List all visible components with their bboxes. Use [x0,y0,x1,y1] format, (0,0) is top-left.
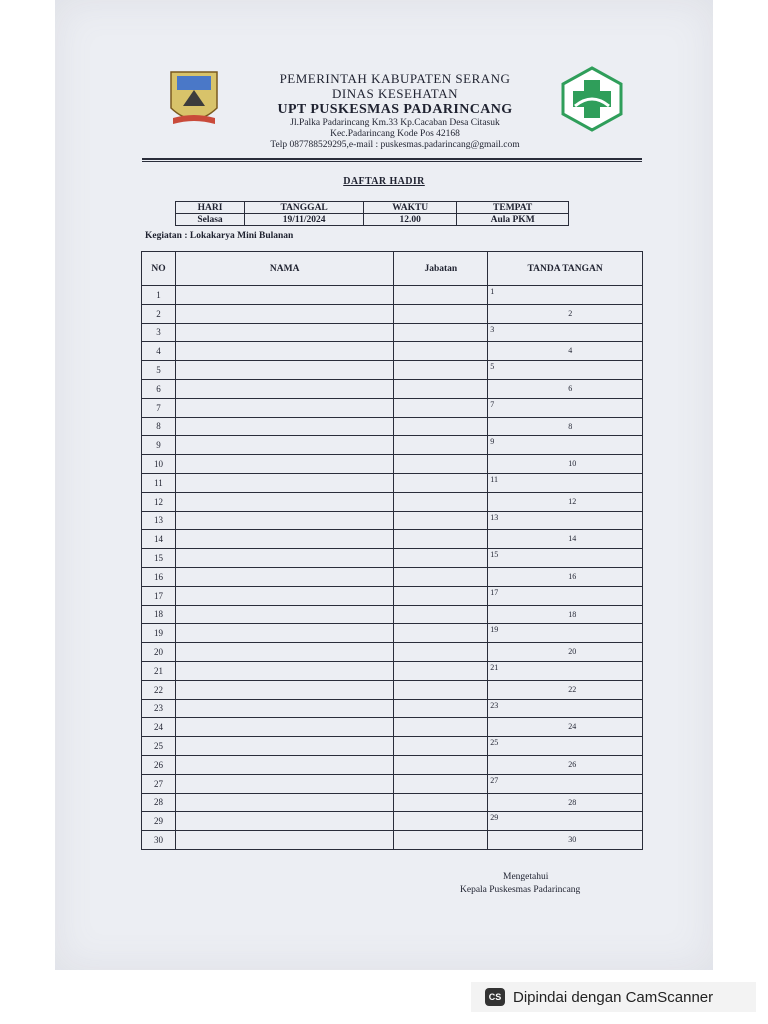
table-row [142,793,643,812]
row-number: 16 [142,567,176,586]
row-number: 29 [142,812,176,831]
signature-slot-number: 9 [490,437,495,447]
scanned-document-page [55,0,713,970]
signature-slot-number: 24 [568,722,577,732]
signature-slot-number: 7 [490,399,495,409]
row-number: 24 [142,718,176,737]
signature-cell [488,661,643,680]
table-row [142,549,643,568]
row-number: 19 [142,624,176,643]
position-cell [394,323,488,342]
document-title: DAFTAR HADIR [343,176,425,187]
attendance-table [141,251,643,850]
institution-name: UPT PUSKESMAS PADARINCANG [277,101,513,117]
contact-line: Telp 087788529295,e-mail : puskesmas.padarincang@gmail.com [270,139,520,150]
position-cell [394,379,488,398]
signature-slot-number: 13 [490,512,499,522]
row-number: 8 [142,417,176,436]
signature-slot-number: 27 [490,775,499,785]
name-cell [175,323,394,342]
table-row [142,323,643,342]
signature-slot-number: 3 [490,324,495,334]
signature-cell [488,643,643,662]
row-number: 7 [142,398,176,417]
signature-slot-number: 2 [568,308,573,318]
name-cell [175,624,394,643]
signature-cell [488,304,643,323]
position-cell [394,831,488,850]
position-cell [394,567,488,586]
row-number: 20 [142,643,176,662]
table-row [142,342,643,361]
header-day: HARI [176,202,245,214]
row-number: 4 [142,342,176,361]
letterhead-text [235,72,555,151]
row-number: 6 [142,379,176,398]
name-cell [175,455,394,474]
letterhead-divider [142,158,642,162]
signature-cell [488,812,643,831]
signature-cell [488,323,643,342]
signature-slot-number: 23 [490,700,499,710]
name-cell [175,586,394,605]
attendance-header-row [142,252,643,286]
name-cell [175,567,394,586]
table-row [142,605,643,624]
table-row [142,661,643,680]
signature-cell [488,680,643,699]
signature-cell [488,737,643,756]
name-cell [175,643,394,662]
position-cell [394,586,488,605]
header-time: WAKTU [364,202,457,214]
row-number: 13 [142,511,176,530]
table-row [142,436,643,455]
name-cell [175,473,394,492]
event-info-table [175,201,569,226]
table-row [142,643,643,662]
table-row [142,831,643,850]
table-row [142,755,643,774]
acknowledged-label: Mengetahui [503,872,549,882]
signature-slot-number: 4 [568,346,573,356]
head-position: Kepala Puskesmas Padarincang [460,885,581,895]
row-number: 22 [142,680,176,699]
position-cell [394,774,488,793]
signature-slot-number: 18 [568,609,577,619]
camscanner-badge [471,982,756,1012]
name-cell [175,530,394,549]
government-name: PEMERINTAH KABUPATEN SERANG [279,71,511,86]
row-number: 25 [142,737,176,756]
table-row [142,718,643,737]
position-cell [394,304,488,323]
name-cell [175,492,394,511]
row-number: 10 [142,455,176,474]
signature-cell [488,361,643,380]
position-cell [394,755,488,774]
signature-slot-number: 26 [568,759,577,769]
position-cell [394,511,488,530]
signature-slot-number: 14 [568,534,577,544]
name-cell [175,379,394,398]
table-row [142,304,643,323]
event-info-value-row [176,214,569,226]
signature-slot-number: 16 [568,571,577,581]
name-cell [175,774,394,793]
row-number: 27 [142,774,176,793]
attendance-rows [142,286,643,850]
value-place: Aula PKM [457,214,569,226]
table-row [142,492,643,511]
position-cell [394,342,488,361]
signature-slot-number: 10 [568,459,577,469]
table-row [142,624,643,643]
position-cell [394,361,488,380]
signature-cell [488,586,643,605]
position-cell [394,661,488,680]
name-cell [175,286,394,305]
name-cell [175,342,394,361]
col-header-name: NAMA [175,252,394,286]
name-cell [175,831,394,850]
signature-cell [488,567,643,586]
name-cell [175,398,394,417]
position-cell [394,680,488,699]
name-cell [175,661,394,680]
position-cell [394,492,488,511]
name-cell [175,417,394,436]
signature-slot-number: 29 [490,813,499,823]
signature-slot-number: 11 [490,474,498,484]
row-number: 21 [142,661,176,680]
row-number: 30 [142,831,176,850]
table-row [142,699,643,718]
signature-cell [488,831,643,850]
row-number: 5 [142,361,176,380]
signature-slot-number: 6 [568,383,573,393]
table-row [142,361,643,380]
table-row [142,417,643,436]
position-cell [394,549,488,568]
col-header-no: NO [142,252,176,286]
row-number: 28 [142,793,176,812]
signature-slot-number: 17 [490,587,499,597]
signature-cell [488,624,643,643]
name-cell [175,793,394,812]
row-number: 12 [142,492,176,511]
row-number: 23 [142,699,176,718]
address-line-1: Jl.Palka Padarincang Km.33 Kp.Cacaban Desa Citasuk [290,117,500,128]
position-cell [394,699,488,718]
signature-cell [488,473,643,492]
name-cell [175,680,394,699]
signature-slot-number: 20 [568,647,577,657]
signature-slot-number: 25 [490,738,499,748]
table-row [142,398,643,417]
table-row [142,737,643,756]
position-cell [394,812,488,831]
value-day: Selasa [176,214,245,226]
name-cell [175,737,394,756]
position-cell [394,473,488,492]
name-cell [175,812,394,831]
row-number: 18 [142,605,176,624]
signature-slot-number: 30 [568,835,577,845]
signature-cell [488,436,643,455]
camscanner-logo-icon: CS [485,988,505,1006]
table-row [142,286,643,305]
address-line-2: Kec.Padarincang Kode Pos 42168 [330,128,460,139]
row-number: 11 [142,473,176,492]
name-cell [175,755,394,774]
row-number: 14 [142,530,176,549]
department-name: DINAS KESEHATAN [332,85,458,101]
position-cell [394,737,488,756]
value-date: 19/11/2024 [245,214,364,226]
signature-cell [488,755,643,774]
name-cell [175,511,394,530]
name-cell [175,605,394,624]
name-cell [175,718,394,737]
table-row [142,567,643,586]
signature-cell [488,398,643,417]
signature-slot-number: 15 [490,550,499,560]
position-cell [394,718,488,737]
position-cell [394,793,488,812]
signature-cell [488,286,643,305]
signature-slot-number: 5 [490,362,495,372]
table-row [142,473,643,492]
table-row [142,530,643,549]
signature-slot-number: 28 [568,797,577,807]
signature-cell [488,699,643,718]
signature-slot-number: 12 [568,496,577,506]
signature-cell [488,455,643,474]
row-number: 2 [142,304,176,323]
header-place: TEMPAT [457,202,569,214]
regency-crest-icon [165,68,223,130]
signature-slot-number: 19 [490,625,499,635]
row-number: 9 [142,436,176,455]
table-row [142,379,643,398]
position-cell [394,624,488,643]
activity-label: Kegiatan : Lokakarya Mini Bulanan [145,231,294,241]
position-cell [394,417,488,436]
table-row [142,680,643,699]
col-header-signature: TANDA TANGAN [488,252,643,286]
signature-cell [488,379,643,398]
row-number: 15 [142,549,176,568]
signature-cell [488,492,643,511]
position-cell [394,436,488,455]
signature-cell [488,793,643,812]
name-cell [175,361,394,380]
position-cell [394,286,488,305]
signature-slot-number: 22 [568,684,577,694]
row-number: 26 [142,755,176,774]
puskesmas-emblem-icon [559,66,625,132]
name-cell [175,699,394,718]
signature-cell [488,718,643,737]
signature-slot-number: 21 [490,662,499,672]
name-cell [175,549,394,568]
signature-cell [488,774,643,793]
row-number: 17 [142,586,176,605]
header-date: TANGGAL [245,202,364,214]
event-info-header-row [176,202,569,214]
value-time: 12.00 [364,214,457,226]
position-cell [394,398,488,417]
position-cell [394,643,488,662]
table-row [142,511,643,530]
position-cell [394,605,488,624]
table-row [142,774,643,793]
signature-cell [488,549,643,568]
signature-slot-number: 1 [490,287,495,296]
row-number: 3 [142,323,176,342]
signature-cell [488,342,643,361]
name-cell [175,436,394,455]
signature-slot-number: 8 [568,421,573,431]
signature-cell [488,417,643,436]
table-row [142,586,643,605]
letterhead [55,60,713,160]
table-row [142,812,643,831]
position-cell [394,530,488,549]
row-number: 1 [142,286,176,305]
col-header-position: Jabatan [394,252,488,286]
signature-cell [488,605,643,624]
position-cell [394,455,488,474]
name-cell [175,304,394,323]
signature-cell [488,530,643,549]
camscanner-label: Dipindai dengan CamScanner [513,988,714,1006]
table-row [142,455,643,474]
signature-cell [488,511,643,530]
